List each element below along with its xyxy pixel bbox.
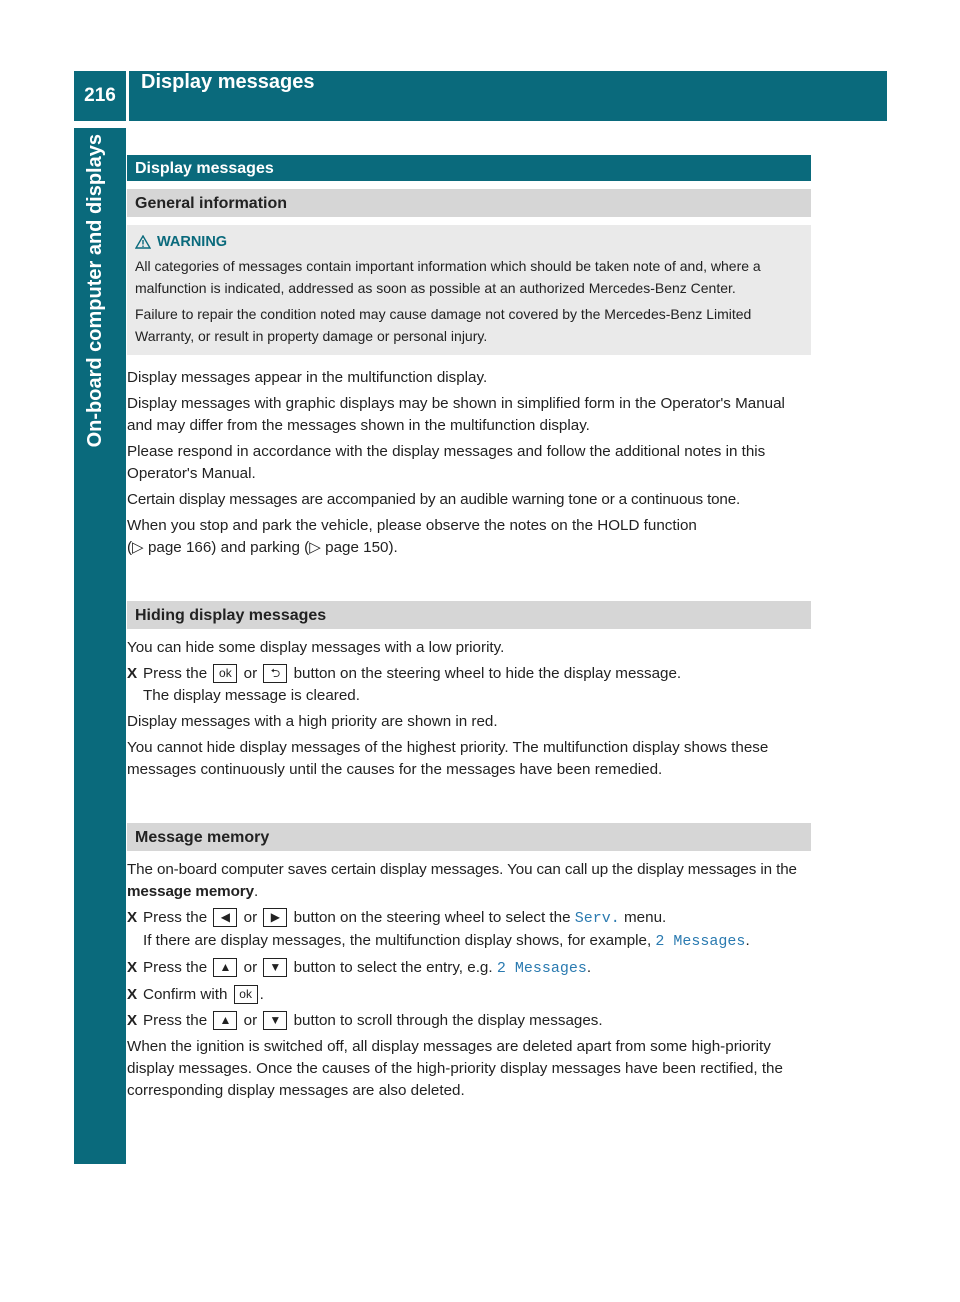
warning-label: WARNING [157,234,228,250]
ok-key-icon: ok [213,664,237,683]
warning-box [127,225,811,355]
subsection-title-memory: Message memory [127,823,811,851]
general-paragraph-2: Display messages with graphic displays may be shown in simplified form in the Operator's Manual and may differ from the messages shown in the multifunction display. [127,395,785,434]
chapter-sidebar-label: On-board computer and displays [84,134,106,448]
memory-step-1: X Press the ◀ or ▶ button on the steering wheel to select the Serv. menu. If there are display messages, the multifunction display shows, for example, 2 Messages. [127,907,811,953]
memory-step-3: X Confirm with ok . [127,984,811,1006]
hiding-paragraph-3: You cannot hide display messages of the highest priority. The multifunction display shows these messages continuously until the causes for the messages have been remedied. [127,739,769,778]
step-result: The display message is cleared. [143,687,360,704]
memory-paragraph-1: The on-board computer saves certain display messages. You can call up the display messages in the message memory. [127,861,797,900]
page-number: 216 [84,85,116,106]
general-paragraph-5 [127,515,811,559]
hiding-paragraph-1: You can hide some display messages with a low priority. [127,639,505,656]
step-marker-icon: X [127,665,138,682]
general-paragraph-1: Display messages appear in the multifunction display. [127,369,488,386]
subsection-title-hiding: Hiding display messages [127,601,811,629]
hiding-paragraph-2: Display messages with a high priority are shown in red. [127,713,498,730]
step-marker-icon: X [127,909,138,926]
serv-menu-label: Serv. [574,910,620,927]
back-key-icon: ⮌ [263,664,287,683]
step-marker-icon: X [127,959,138,976]
warning-text-2: Failure to repair the condition noted may cause damage not covered by the Mercedes-Benz Limited Warranty, or result in property damage or personal injury. [135,306,752,344]
ok-key-icon: ok [234,985,258,1004]
hiding-step-1: X Press the ok or ⮌ button on the steering wheel to hide the display message. The display message is cleared. [127,663,811,707]
messages-display-label: 2 Messages [655,933,746,950]
memory-step-2: X Press the ▲ or ▼ button to select the entry, e.g. 2 Messages. [127,957,811,980]
hold-function-note: When you stop and park the vehicle, please observe the notes on the HOLD function [127,517,697,534]
general-paragraph-4: Certain display messages are accompanied by an audible warning tone or a continuous tone. [127,491,741,508]
subsection-title-general: General information [127,189,811,217]
general-paragraph-3: Please respond in accordance with the display messages and follow the additional notes in this Operator's Manual. [127,443,766,482]
section-title: Display messages [127,155,811,181]
warning-heading [135,231,803,253]
left-arrow-key-icon: ◀ [213,908,237,927]
page-references: (▷ page 166) and parking (▷ page 150). [127,539,398,556]
step-marker-icon: X [127,1012,138,1029]
message-memory-term: message memory [127,883,254,900]
up-arrow-key-icon: ▲ [213,1011,237,1030]
header-divider [126,71,129,121]
memory-paragraph-2: When the ignition is switched off, all display messages are deleted apart from some high-priority display messages. Once the causes of the high-priority display messages have been rectified, the corresponding display messages are also deleted. [127,1038,783,1099]
right-arrow-key-icon: ▶ [263,908,287,927]
page-header-title: Display messages [141,71,315,93]
page-content [127,155,811,1106]
warning-triangle-icon [135,235,151,249]
down-arrow-key-icon: ▼ [263,1011,287,1030]
down-arrow-key-icon: ▼ [263,958,287,977]
warning-text-1: All categories of messages contain important information which should be taken note of and, where a malfunction is indicated, addressed as soon as possible at an authorized Mercedes-Benz Center. [135,258,761,296]
messages-entry-label: 2 Messages [496,960,587,977]
memory-step-4: X Press the ▲ or ▼ button to scroll through the display messages. [127,1010,811,1032]
step-marker-icon: X [127,986,138,1003]
up-arrow-key-icon: ▲ [213,958,237,977]
